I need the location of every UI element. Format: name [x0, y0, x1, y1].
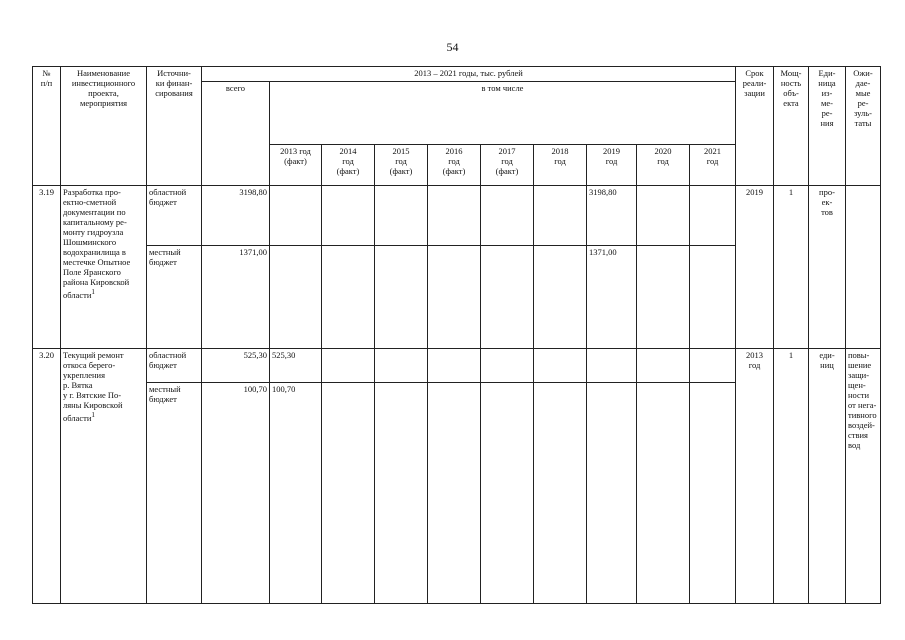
total-cell: 100,70: [202, 383, 270, 604]
year-cell: [375, 246, 428, 349]
year-cell: 3198,80: [587, 186, 637, 246]
year-cell: [428, 186, 481, 246]
year-cell: [322, 349, 375, 383]
capacity-cell: 1: [774, 349, 809, 604]
year-cell: [690, 383, 736, 604]
header-year-2018: 2018 год: [534, 145, 587, 186]
source-cell: областной бюджет: [147, 186, 202, 246]
year-cell: [428, 383, 481, 604]
project-name-text: Текущий ремонт откоса берего- укрепления р. Вятка у г. Вятские По- ляны Кировской области: [63, 350, 124, 423]
header-year-2020: 2020 год: [637, 145, 690, 186]
year-cell: [587, 349, 637, 383]
year-cell: [690, 246, 736, 349]
year-cell: [637, 186, 690, 246]
project-name: [61, 349, 147, 604]
header-year-2016: 2016 год (факт): [428, 145, 481, 186]
header-year-2021: 2021 год: [690, 145, 736, 186]
project-num: 3.19: [33, 186, 61, 349]
year-cell: [428, 349, 481, 383]
source-cell: местный бюджет: [147, 246, 202, 349]
total-cell: 1371,00: [202, 246, 270, 349]
year-cell: [534, 186, 587, 246]
header-year-2013: 2013 год (факт): [270, 145, 322, 186]
year-cell: [428, 246, 481, 349]
header-name: Наименование инвестиционного проекта, мероприятия: [61, 67, 147, 186]
header-capacity: Мощ- ность объ- екта: [774, 67, 809, 186]
header-year-2015: 2015 год (факт): [375, 145, 428, 186]
year-cell: [637, 349, 690, 383]
page-number: 54: [446, 40, 459, 54]
table-row: [33, 349, 881, 383]
year-cell: [481, 349, 534, 383]
results-cell: повы- шение защи- щен- ности от нега- тивного воздей- ствия вод: [846, 349, 881, 604]
year-cell: [322, 186, 375, 246]
header-row-top: [33, 67, 881, 82]
year-cell: 100,70: [270, 383, 322, 604]
header-term: Срок реали- зации: [736, 67, 774, 186]
year-cell: [270, 246, 322, 349]
unit-cell: про- ек- тов: [809, 186, 846, 349]
year-cell: [587, 383, 637, 604]
year-cell: [637, 246, 690, 349]
total-cell: 3198,80: [202, 186, 270, 246]
year-cell: [481, 383, 534, 604]
project-name-text: Разработка про- ектно-сметной документации по капитальному ре- монту гидроузла Шошминского водохранилища в местечке Опытное Поле Яранского района Кировской области: [63, 187, 131, 300]
header-span-title: 2013 – 2021 годы, тыс. рублей: [202, 67, 736, 82]
capacity-cell: 1: [774, 186, 809, 349]
year-cell: [322, 383, 375, 604]
header-year-2014: 2014 год (факт): [322, 145, 375, 186]
header-year-2017: 2017 год (факт): [481, 145, 534, 186]
unit-cell: еди- ниц: [809, 349, 846, 604]
year-cell: [322, 246, 375, 349]
term-cell: 2019: [736, 186, 774, 349]
header-unit: Еди- ница из- ме- ре- ния: [809, 67, 846, 186]
project-num: 3.20: [33, 349, 61, 604]
project-footnote: 1: [91, 411, 95, 419]
term-cell: 2013 год: [736, 349, 774, 604]
year-cell: [690, 186, 736, 246]
project-name: [61, 186, 147, 349]
year-cell: [375, 186, 428, 246]
year-cell: [690, 349, 736, 383]
header-results: Ожи- дае- мые ре- зуль- таты: [846, 67, 881, 186]
year-cell: [375, 383, 428, 604]
header-source: Источни- ки финан- сирования: [147, 67, 202, 186]
year-cell: [534, 246, 587, 349]
year-cell: [270, 186, 322, 246]
header-num: № п/п: [33, 67, 61, 186]
total-cell: 525,30: [202, 349, 270, 383]
year-cell: 525,30: [270, 349, 322, 383]
results-cell: [846, 186, 881, 349]
year-cell: 1371,00: [587, 246, 637, 349]
year-cell: [637, 383, 690, 604]
year-cell: [534, 349, 587, 383]
header-year-2019: 2019 год: [587, 145, 637, 186]
project-footnote: 1: [91, 288, 95, 296]
year-cell: [481, 246, 534, 349]
investment-table: [32, 66, 881, 604]
year-cell: [534, 383, 587, 604]
table-row: [33, 186, 881, 246]
year-cell: [375, 349, 428, 383]
year-cell: [481, 186, 534, 246]
source-cell: областной бюджет: [147, 349, 202, 383]
source-cell: местный бюджет: [147, 383, 202, 604]
header-total: всего: [202, 82, 270, 186]
header-including: в том числе: [270, 82, 736, 145]
